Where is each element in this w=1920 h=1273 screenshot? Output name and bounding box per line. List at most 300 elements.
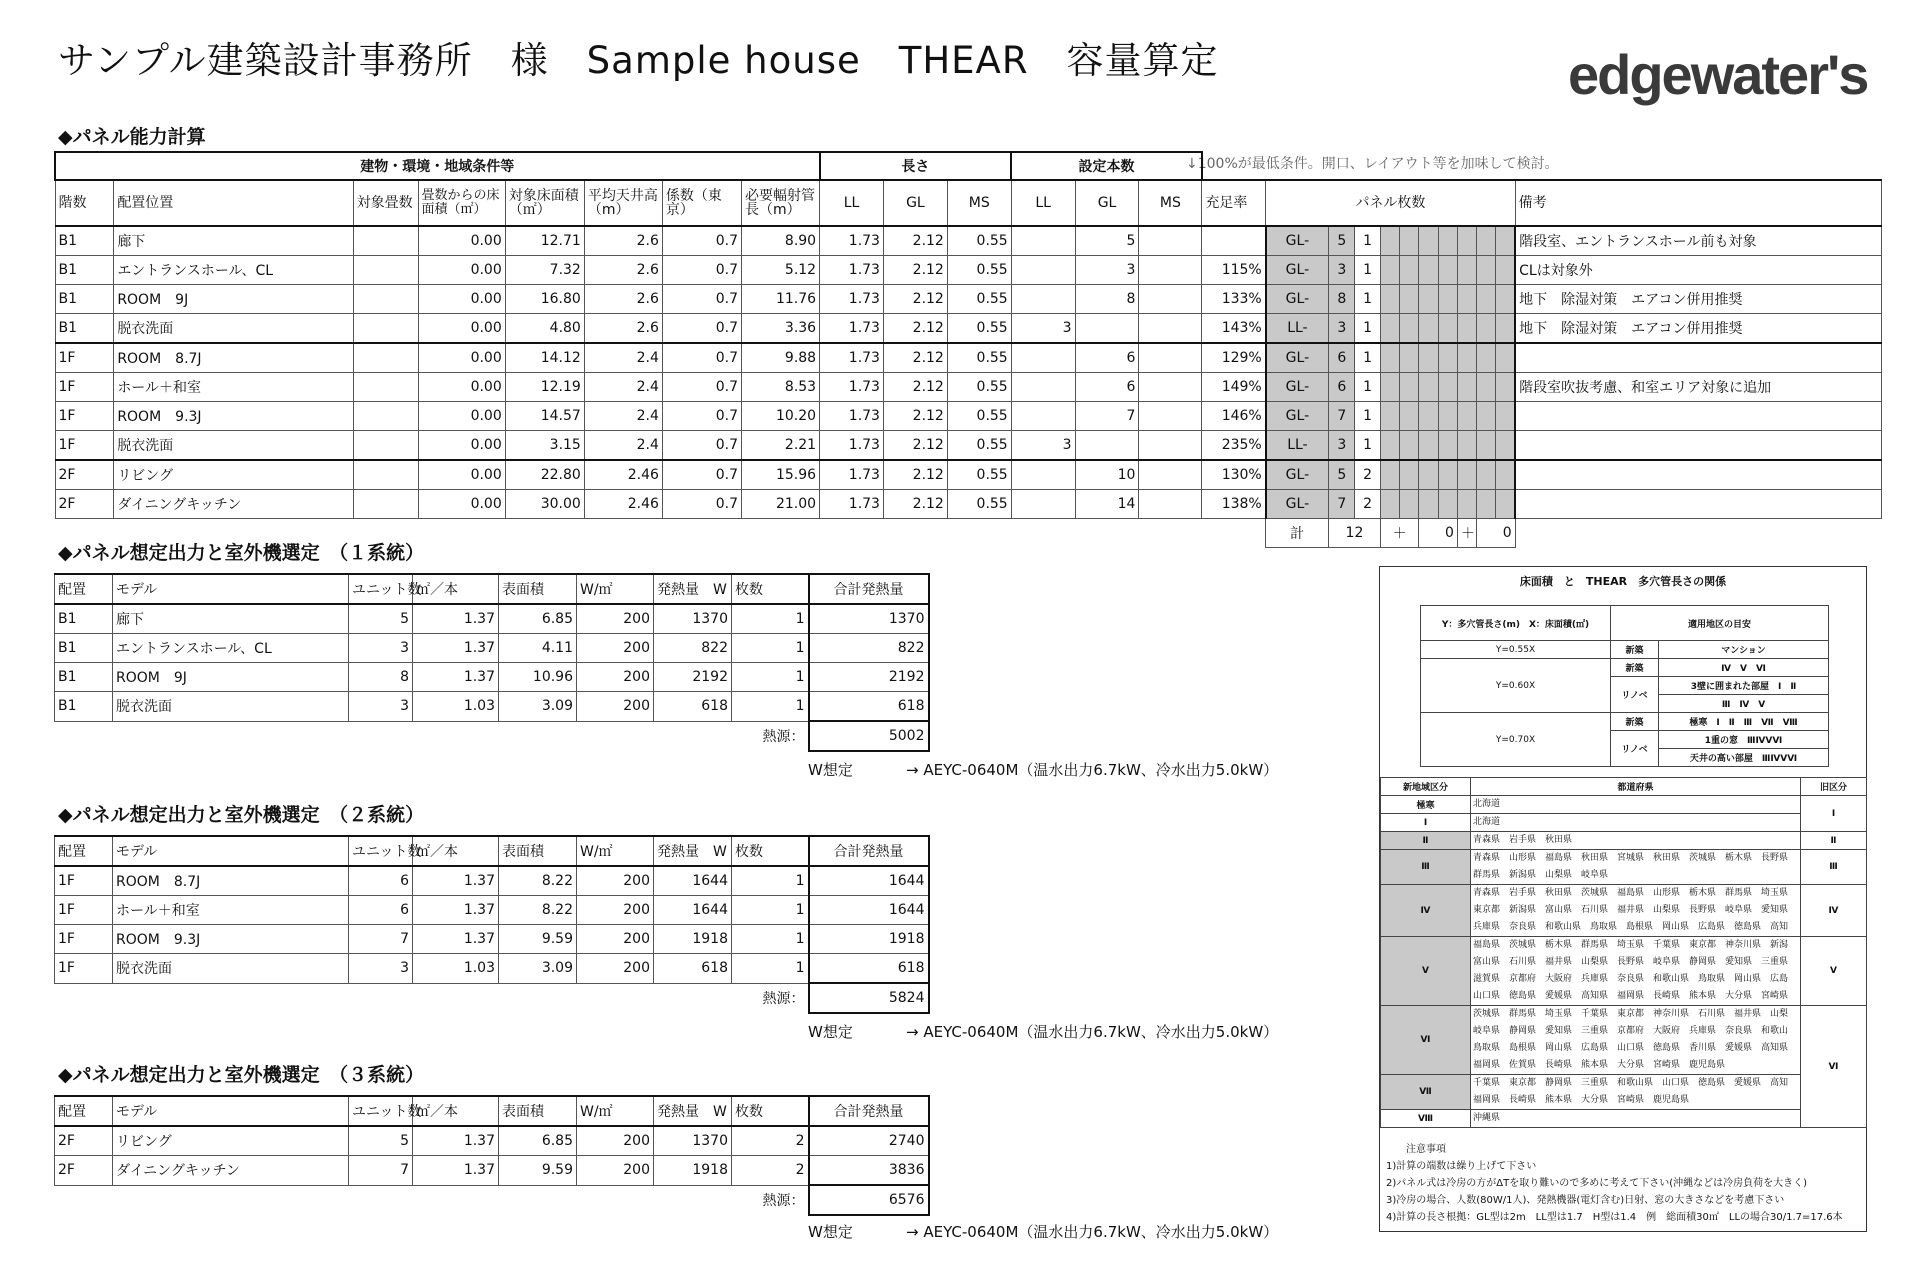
cell-surface: 3.09 xyxy=(499,954,577,984)
cell-pos: 2F xyxy=(55,1156,113,1186)
region-row xyxy=(1381,814,1867,832)
cell-n_gl: 6 xyxy=(1075,373,1139,402)
cell-panel-count: 7 xyxy=(1329,490,1355,519)
region-prefectures: 青森県 岩手県 秋田県 茨城県 福島県 山形県 栃木県 群馬県 埼玉県 東京都 新潟県 富山県 石川県 福井県 山梨県 長野県 岐阜県 愛知県 兵庫県 奈良県 和歌山県 鳥取県 島根県 岡山県 広島県 徳島県 高知 xyxy=(1471,885,1801,937)
cell-req: 9.88 xyxy=(742,343,820,373)
heat-source-total: 6576 xyxy=(809,1185,929,1215)
region-prefectures: 千葉県 東京都 静岡県 三重県 和歌山県 山口県 徳島県 愛媛県 高知 福岡県 長崎県 熊本県 大分県 宮崎県 鹿児島県 xyxy=(1471,1075,1801,1110)
region-prefectures: 福島県 茨城県 栃木県 群馬県 埼玉県 千葉県 東京都 神奈川県 新潟 富山県 石川県 福井県 山梨県 長野県 岐阜県 静岡県 愛知県 三重県 滋賀県 京都府 大阪府 兵庫県 奈良県 和歌山県 鳥取県 岡山県 広島 山口県 徳島県 愛媛県 高知県 福岡県 長崎県 熊本県 大分県 宮崎県 xyxy=(1471,937,1801,1006)
cell-n_gl: 7 xyxy=(1075,402,1139,431)
cell-total: 618 xyxy=(809,954,929,984)
cell-panel-blank xyxy=(1419,373,1438,402)
cell-panel-blank xyxy=(1419,460,1438,490)
note-line: 4)計算の長さ根拠：GL型は2m LL型は1.7 H型は1.4 例 総面積30㎡ LLの場合30/1.7=17.6本 xyxy=(1386,1212,1843,1223)
total-plus-1: ＋ xyxy=(1380,519,1419,548)
cell-coef: 0.7 xyxy=(662,460,741,490)
cell-coef: 0.7 xyxy=(662,431,741,461)
cell-coef: 0.7 xyxy=(662,402,741,431)
cell-model: 脱衣洗面 xyxy=(113,692,349,722)
cell-surface: 8.22 xyxy=(499,896,577,925)
cell-n_ms xyxy=(1139,402,1202,431)
cell-n_ms xyxy=(1139,373,1202,402)
heat-source-total: 5824 xyxy=(809,983,929,1013)
unit-selection: → AEYC-0640M（温水出力6.7kW、冷水出力5.0kW） xyxy=(906,761,1279,779)
region-head-pref: 都道府県 xyxy=(1471,778,1801,796)
cell-tatami xyxy=(353,314,418,344)
cell-qty: 2 xyxy=(732,1126,809,1156)
cell-ch: 2.4 xyxy=(584,402,662,431)
cell-wm2: 200 xyxy=(577,634,654,663)
cell-units: 3 xyxy=(349,692,413,722)
region-row xyxy=(1381,796,1867,814)
unit-selection: → AEYC-0640M（温水出力6.7kW、冷水出力5.0kW） xyxy=(906,1223,1279,1241)
formula-type: 新築 xyxy=(1611,713,1659,731)
cell-floor: 2F xyxy=(55,460,114,490)
cell-panel-type: GL- xyxy=(1266,343,1329,373)
cell-m2: 1.03 xyxy=(413,692,499,722)
cell-qty: 2 xyxy=(732,1156,809,1186)
cell-ms: 0.55 xyxy=(947,343,1011,373)
reference-box xyxy=(1379,566,1867,1232)
cell-heat: 1370 xyxy=(654,604,732,634)
system-table xyxy=(54,573,930,752)
total-value-3: 0 xyxy=(1477,519,1516,548)
cell-pos: ROOM 9J xyxy=(114,285,353,314)
cell-total: 3836 xyxy=(809,1156,929,1186)
cell-panel-blank xyxy=(1380,256,1399,285)
cell-panel-blank xyxy=(1419,343,1438,373)
group-header-conditions: 建物・環境・地域条件等 xyxy=(55,152,820,180)
cell-surface: 6.85 xyxy=(499,604,577,634)
cell-panel-circuits: 1 xyxy=(1355,373,1380,402)
cell-panel-blank xyxy=(1419,285,1438,314)
cell-qty: 1 xyxy=(732,866,809,896)
cell-ms: 0.55 xyxy=(947,285,1011,314)
cell-wm2: 200 xyxy=(577,1126,654,1156)
cell-panel-count: 3 xyxy=(1329,314,1355,344)
system-table xyxy=(54,835,930,1014)
cell-qty: 1 xyxy=(732,896,809,925)
cell-ch: 2.6 xyxy=(584,226,662,256)
cell-m2: 1.37 xyxy=(413,866,499,896)
cell-fa: 0.00 xyxy=(418,256,505,285)
region-new: Ⅰ xyxy=(1381,814,1471,832)
cell-n_ll xyxy=(1011,285,1075,314)
cell-panel-type: GL- xyxy=(1266,373,1329,402)
cell-panel-blank xyxy=(1380,490,1399,519)
col-wm2: W/㎡ xyxy=(577,836,654,866)
cell-wm2: 200 xyxy=(577,954,654,984)
cell-panel-blank xyxy=(1419,431,1438,461)
cell-m2: 1.37 xyxy=(413,1126,499,1156)
cell-panel-circuits: 2 xyxy=(1355,490,1380,519)
cell-gl: 2.12 xyxy=(883,460,947,490)
cell-fa: 0.00 xyxy=(418,431,505,461)
cell-panel-blank xyxy=(1496,431,1515,461)
col-ll: LL xyxy=(820,180,884,226)
cell-panel-type: GL- xyxy=(1266,460,1329,490)
cell-panel-blank xyxy=(1419,490,1438,519)
cell-ms: 0.55 xyxy=(947,490,1011,519)
cell-fill: 149% xyxy=(1202,373,1266,402)
cell-panel-blank xyxy=(1477,431,1496,461)
col-area: 対象床面積（㎡） xyxy=(505,180,584,226)
col-position: 配置位置 xyxy=(114,180,353,226)
cell-panel-blank xyxy=(1477,314,1496,344)
cell-panel-blank xyxy=(1438,226,1457,256)
cell-panel-blank xyxy=(1419,226,1438,256)
cell-remark: 階段室、エントランスホール前も対象 xyxy=(1515,226,1881,256)
cell-model: 廊下 xyxy=(113,604,349,634)
cell-fa: 0.00 xyxy=(418,402,505,431)
cell-panel-blank xyxy=(1419,256,1438,285)
cell-panel-blank xyxy=(1496,285,1515,314)
region-prefectures: 沖縄県 xyxy=(1471,1110,1801,1128)
cell-panel-circuits: 1 xyxy=(1355,314,1380,344)
cell-surface: 8.22 xyxy=(499,866,577,896)
cell-coef: 0.7 xyxy=(662,373,741,402)
cell-ch: 2.46 xyxy=(584,460,662,490)
cell-panel-blank xyxy=(1438,343,1457,373)
cell-heat: 1918 xyxy=(654,925,732,954)
col-model: モデル xyxy=(113,574,349,604)
col-units: ユニット数 xyxy=(349,836,413,866)
cell-qty: 1 xyxy=(732,692,809,722)
col-qty: 枚数 xyxy=(732,574,809,604)
col-wm2: W/㎡ xyxy=(577,1096,654,1126)
col-area-from-tatami: 畳数からの床面積（㎡） xyxy=(418,180,505,226)
section-title-system: ◆パネル想定出力と室外機選定 （１系統） xyxy=(58,542,425,564)
cell-remark xyxy=(1515,460,1881,490)
col-units: ユニット数 xyxy=(349,1096,413,1126)
cell-tatami xyxy=(353,343,418,373)
cell-pos: 1F xyxy=(55,866,113,896)
system-row xyxy=(55,1126,929,1156)
cell-panel-circuits: 1 xyxy=(1355,285,1380,314)
cell-panel-blank xyxy=(1457,285,1476,314)
formula-area: Ⅲ Ⅳ Ⅴ xyxy=(1659,695,1829,713)
col-heat: 発熱量 W xyxy=(654,1096,732,1126)
cell-n_ms xyxy=(1139,490,1202,519)
cell-panel-circuits: 2 xyxy=(1355,460,1380,490)
cell-req: 8.53 xyxy=(742,373,820,402)
col-req-len: 必要輻射管長（m） xyxy=(742,180,820,226)
cell-n_ms xyxy=(1139,256,1202,285)
cell-heat: 618 xyxy=(654,692,732,722)
cell-panel-blank xyxy=(1438,373,1457,402)
cell-units: 8 xyxy=(349,663,413,692)
col-wm2: W/㎡ xyxy=(577,574,654,604)
cell-ms: 0.55 xyxy=(947,226,1011,256)
col-count-gl: GL xyxy=(1075,180,1139,226)
cell-panel-blank xyxy=(1438,285,1457,314)
cell-heat: 1370 xyxy=(654,1126,732,1156)
cell-panel-blank xyxy=(1496,402,1515,431)
system-row xyxy=(55,604,929,634)
cell-panel-blank xyxy=(1477,256,1496,285)
cell-panel-blank xyxy=(1457,402,1476,431)
system-row xyxy=(55,866,929,896)
cell-panel-blank xyxy=(1400,431,1419,461)
col-m2: ㎡／本 xyxy=(413,574,499,604)
cell-panel-blank xyxy=(1477,373,1496,402)
cell-total: 618 xyxy=(809,692,929,722)
cell-pos: ダイニングキッチン xyxy=(114,490,353,519)
cell-fill: 133% xyxy=(1202,285,1266,314)
region-row xyxy=(1381,1075,1867,1110)
cell-tatami xyxy=(353,490,418,519)
region-new: 極寒 xyxy=(1381,796,1471,814)
col-model: モデル xyxy=(113,1096,349,1126)
cell-fill: 130% xyxy=(1202,460,1266,490)
cell-remark: CLは対象外 xyxy=(1515,256,1881,285)
cell-heat: 2192 xyxy=(654,663,732,692)
system-row xyxy=(55,896,929,925)
cell-area: 7.32 xyxy=(505,256,584,285)
cell-gl: 2.12 xyxy=(883,402,947,431)
cell-m2: 1.37 xyxy=(413,925,499,954)
col-m2: ㎡／本 xyxy=(413,1096,499,1126)
cell-req: 21.00 xyxy=(742,490,820,519)
cell-ms: 0.55 xyxy=(947,314,1011,344)
system-table xyxy=(54,1095,930,1216)
col-surface: 表面積 xyxy=(499,836,577,866)
formula-head-right: 適用地区の目安 xyxy=(1611,606,1829,641)
system-row xyxy=(55,1156,929,1186)
cell-qty: 1 xyxy=(732,663,809,692)
region-row xyxy=(1381,937,1867,1006)
cell-model: ROOM 8.7J xyxy=(113,866,349,896)
panel-row xyxy=(55,402,1882,431)
col-pos: 配置 xyxy=(55,836,113,866)
cell-pos: 脱衣洗面 xyxy=(114,314,353,344)
cell-ll: 1.73 xyxy=(820,431,884,461)
heat-source-label: 熱源： xyxy=(762,1193,805,1210)
cell-area: 16.80 xyxy=(505,285,584,314)
col-model: モデル xyxy=(113,836,349,866)
cell-fill: 115% xyxy=(1202,256,1266,285)
cell-panel-blank xyxy=(1438,314,1457,344)
cell-ch: 2.46 xyxy=(584,490,662,519)
cell-panel-count: 7 xyxy=(1329,402,1355,431)
cell-ms: 0.55 xyxy=(947,402,1011,431)
system-row xyxy=(55,663,929,692)
cell-model: ROOM 9.3J xyxy=(113,925,349,954)
cell-area: 4.80 xyxy=(505,314,584,344)
cell-n_ms xyxy=(1139,343,1202,373)
assumed-label: W想定 xyxy=(808,1023,853,1041)
cell-panel-blank xyxy=(1400,256,1419,285)
cell-floor: 1F xyxy=(55,343,114,373)
panel-row xyxy=(55,460,1882,490)
cell-total: 2740 xyxy=(809,1126,929,1156)
cell-panel-blank xyxy=(1380,431,1399,461)
formula-area: 極寒 Ⅰ Ⅱ Ⅲ Ⅶ Ⅷ xyxy=(1659,713,1829,731)
cell-floor: 1F xyxy=(55,373,114,402)
region-row xyxy=(1381,885,1867,937)
cell-wm2: 200 xyxy=(577,925,654,954)
cell-panel-circuits: 1 xyxy=(1355,343,1380,373)
formula-type: 新築 xyxy=(1611,659,1659,677)
cell-surface: 6.85 xyxy=(499,1126,577,1156)
heat-source-label: 熱源： xyxy=(762,729,805,746)
cell-panel-blank xyxy=(1496,343,1515,373)
col-total: 合計発熱量 xyxy=(809,574,929,604)
cell-wm2: 200 xyxy=(577,896,654,925)
cell-panel-blank xyxy=(1380,343,1399,373)
col-fill: 充足率 xyxy=(1202,180,1266,226)
cell-panel-blank xyxy=(1496,490,1515,519)
cell-panel-type: GL- xyxy=(1266,226,1329,256)
cell-floor: B1 xyxy=(55,256,114,285)
cell-total: 1644 xyxy=(809,866,929,896)
cell-fa: 0.00 xyxy=(418,285,505,314)
cell-model: リビング xyxy=(113,1126,349,1156)
cell-wm2: 200 xyxy=(577,866,654,896)
notes-heading: 注意事項 xyxy=(1406,1144,1446,1155)
col-floor: 階数 xyxy=(55,180,114,226)
cell-tatami xyxy=(353,285,418,314)
cell-fill xyxy=(1202,226,1266,256)
total-value-2: 0 xyxy=(1419,519,1458,548)
cell-panel-count: 3 xyxy=(1329,256,1355,285)
cell-ms: 0.55 xyxy=(947,256,1011,285)
cell-panel-blank xyxy=(1400,285,1419,314)
region-row xyxy=(1381,1110,1867,1128)
section-title-system: ◆パネル想定出力と室外機選定 （３系統） xyxy=(58,1064,425,1086)
cell-pos: ROOM 8.7J xyxy=(114,343,353,373)
region-old: Ⅲ xyxy=(1801,850,1867,885)
cell-n_ms xyxy=(1139,460,1202,490)
cell-n_ll: 3 xyxy=(1011,314,1075,344)
cell-n_ll xyxy=(1011,343,1075,373)
formula-070: Y=0.70X xyxy=(1421,713,1611,767)
cell-pos: 廊下 xyxy=(114,226,353,256)
cell-qty: 1 xyxy=(732,925,809,954)
note-line: 3)冷房の場合、人数(80W/1人)、発熱機器(電灯含む)日射、窓の大きさなどを考慮下さい xyxy=(1386,1195,1785,1206)
region-old: Ⅱ xyxy=(1801,832,1867,850)
cell-panel-blank xyxy=(1457,226,1476,256)
cell-coef: 0.7 xyxy=(662,314,741,344)
cell-ch: 2.4 xyxy=(584,373,662,402)
cell-fa: 0.00 xyxy=(418,314,505,344)
cell-pos: ROOM 9.3J xyxy=(114,402,353,431)
cell-floor: B1 xyxy=(55,314,114,344)
cell-gl: 2.12 xyxy=(883,256,947,285)
cell-gl: 2.12 xyxy=(883,226,947,256)
cell-panel-blank xyxy=(1496,460,1515,490)
col-ceiling: 平均天井高（m） xyxy=(584,180,662,226)
cell-panel-blank xyxy=(1380,285,1399,314)
col-surface: 表面積 xyxy=(499,1096,577,1126)
cell-n_ll: 3 xyxy=(1011,431,1075,461)
col-total: 合計発熱量 xyxy=(809,1096,929,1126)
cell-total: 1370 xyxy=(809,604,929,634)
cell-tatami xyxy=(353,431,418,461)
formula-table xyxy=(1420,605,1829,767)
cell-panel-count: 3 xyxy=(1329,431,1355,461)
cell-panel-count: 6 xyxy=(1329,373,1355,402)
formula-type: リノベ xyxy=(1611,731,1659,767)
region-new: Ⅴ xyxy=(1381,937,1471,1006)
cell-pos: B1 xyxy=(55,692,113,722)
region-head-old: 旧区分 xyxy=(1801,778,1867,796)
col-units: ユニット数 xyxy=(349,574,413,604)
col-surface: 表面積 xyxy=(499,574,577,604)
panel-row xyxy=(55,226,1882,256)
cell-total: 1644 xyxy=(809,896,929,925)
cell-n_gl: 5 xyxy=(1075,226,1139,256)
cell-ch: 2.4 xyxy=(584,343,662,373)
cell-wm2: 200 xyxy=(577,663,654,692)
heat-source-total: 5002 xyxy=(809,721,929,751)
cell-surface: 3.09 xyxy=(499,692,577,722)
cell-units: 5 xyxy=(349,1126,413,1156)
cell-ll: 1.73 xyxy=(820,226,884,256)
cell-area: 22.80 xyxy=(505,460,584,490)
cell-ll: 1.73 xyxy=(820,256,884,285)
cell-pos: 1F xyxy=(55,954,113,984)
cell-panel-blank xyxy=(1438,256,1457,285)
cell-model: ROOM 9J xyxy=(113,663,349,692)
cell-panel-count: 6 xyxy=(1329,343,1355,373)
cell-remark xyxy=(1515,490,1881,519)
cell-pos: ホール＋和室 xyxy=(114,373,353,402)
cell-panel-blank xyxy=(1477,460,1496,490)
cell-tatami xyxy=(353,226,418,256)
formula-060: Y=0.60X xyxy=(1421,659,1611,713)
cell-remark xyxy=(1515,431,1881,461)
cell-fa: 0.00 xyxy=(418,226,505,256)
cell-pos: エントランスホール、CL xyxy=(114,256,353,285)
region-new: Ⅳ xyxy=(1381,885,1471,937)
page-title: サンプル建築設計事務所 様 Sample house THEAR 容量算定 xyxy=(58,39,1219,82)
cell-wm2: 200 xyxy=(577,1156,654,1186)
cell-units: 6 xyxy=(349,866,413,896)
formula-area: 天井の高い部屋 ⅢⅣⅤⅥ xyxy=(1659,749,1829,767)
cell-ms: 0.55 xyxy=(947,431,1011,461)
cell-model: エントランスホール、CL xyxy=(113,634,349,663)
cell-m2: 1.03 xyxy=(413,954,499,984)
region-head-new: 新地域区分 xyxy=(1381,778,1471,796)
col-heat: 発熱量 W xyxy=(654,836,732,866)
cell-panel-blank xyxy=(1380,314,1399,344)
cell-total: 1918 xyxy=(809,925,929,954)
cell-gl: 2.12 xyxy=(883,490,947,519)
unit-selection: → AEYC-0640M（温水出力6.7kW、冷水出力5.0kW） xyxy=(906,1023,1279,1041)
region-row xyxy=(1381,832,1867,850)
cell-coef: 0.7 xyxy=(662,256,741,285)
cell-ll: 1.73 xyxy=(820,314,884,344)
formula-head-left: Y：多穴管長さ(m) X：床面積(㎡) xyxy=(1421,606,1611,641)
cell-panel-blank xyxy=(1400,402,1419,431)
region-old: Ⅵ xyxy=(1801,1006,1867,1128)
cell-panel-blank xyxy=(1400,314,1419,344)
cell-total: 2192 xyxy=(809,663,929,692)
cell-ll: 1.73 xyxy=(820,373,884,402)
cell-remark: 階段室吹抜考慮、和室エリア対象に追加 xyxy=(1515,373,1881,402)
col-pos: 配置 xyxy=(55,1096,113,1126)
cell-heat: 1918 xyxy=(654,1156,732,1186)
cell-ll: 1.73 xyxy=(820,285,884,314)
cell-req: 11.76 xyxy=(742,285,820,314)
cell-panel-count: 5 xyxy=(1329,460,1355,490)
cell-area: 12.71 xyxy=(505,226,584,256)
cell-fa: 0.00 xyxy=(418,490,505,519)
region-prefectures: 北海道 xyxy=(1471,814,1801,832)
cell-n_ll xyxy=(1011,373,1075,402)
cell-coef: 0.7 xyxy=(662,285,741,314)
